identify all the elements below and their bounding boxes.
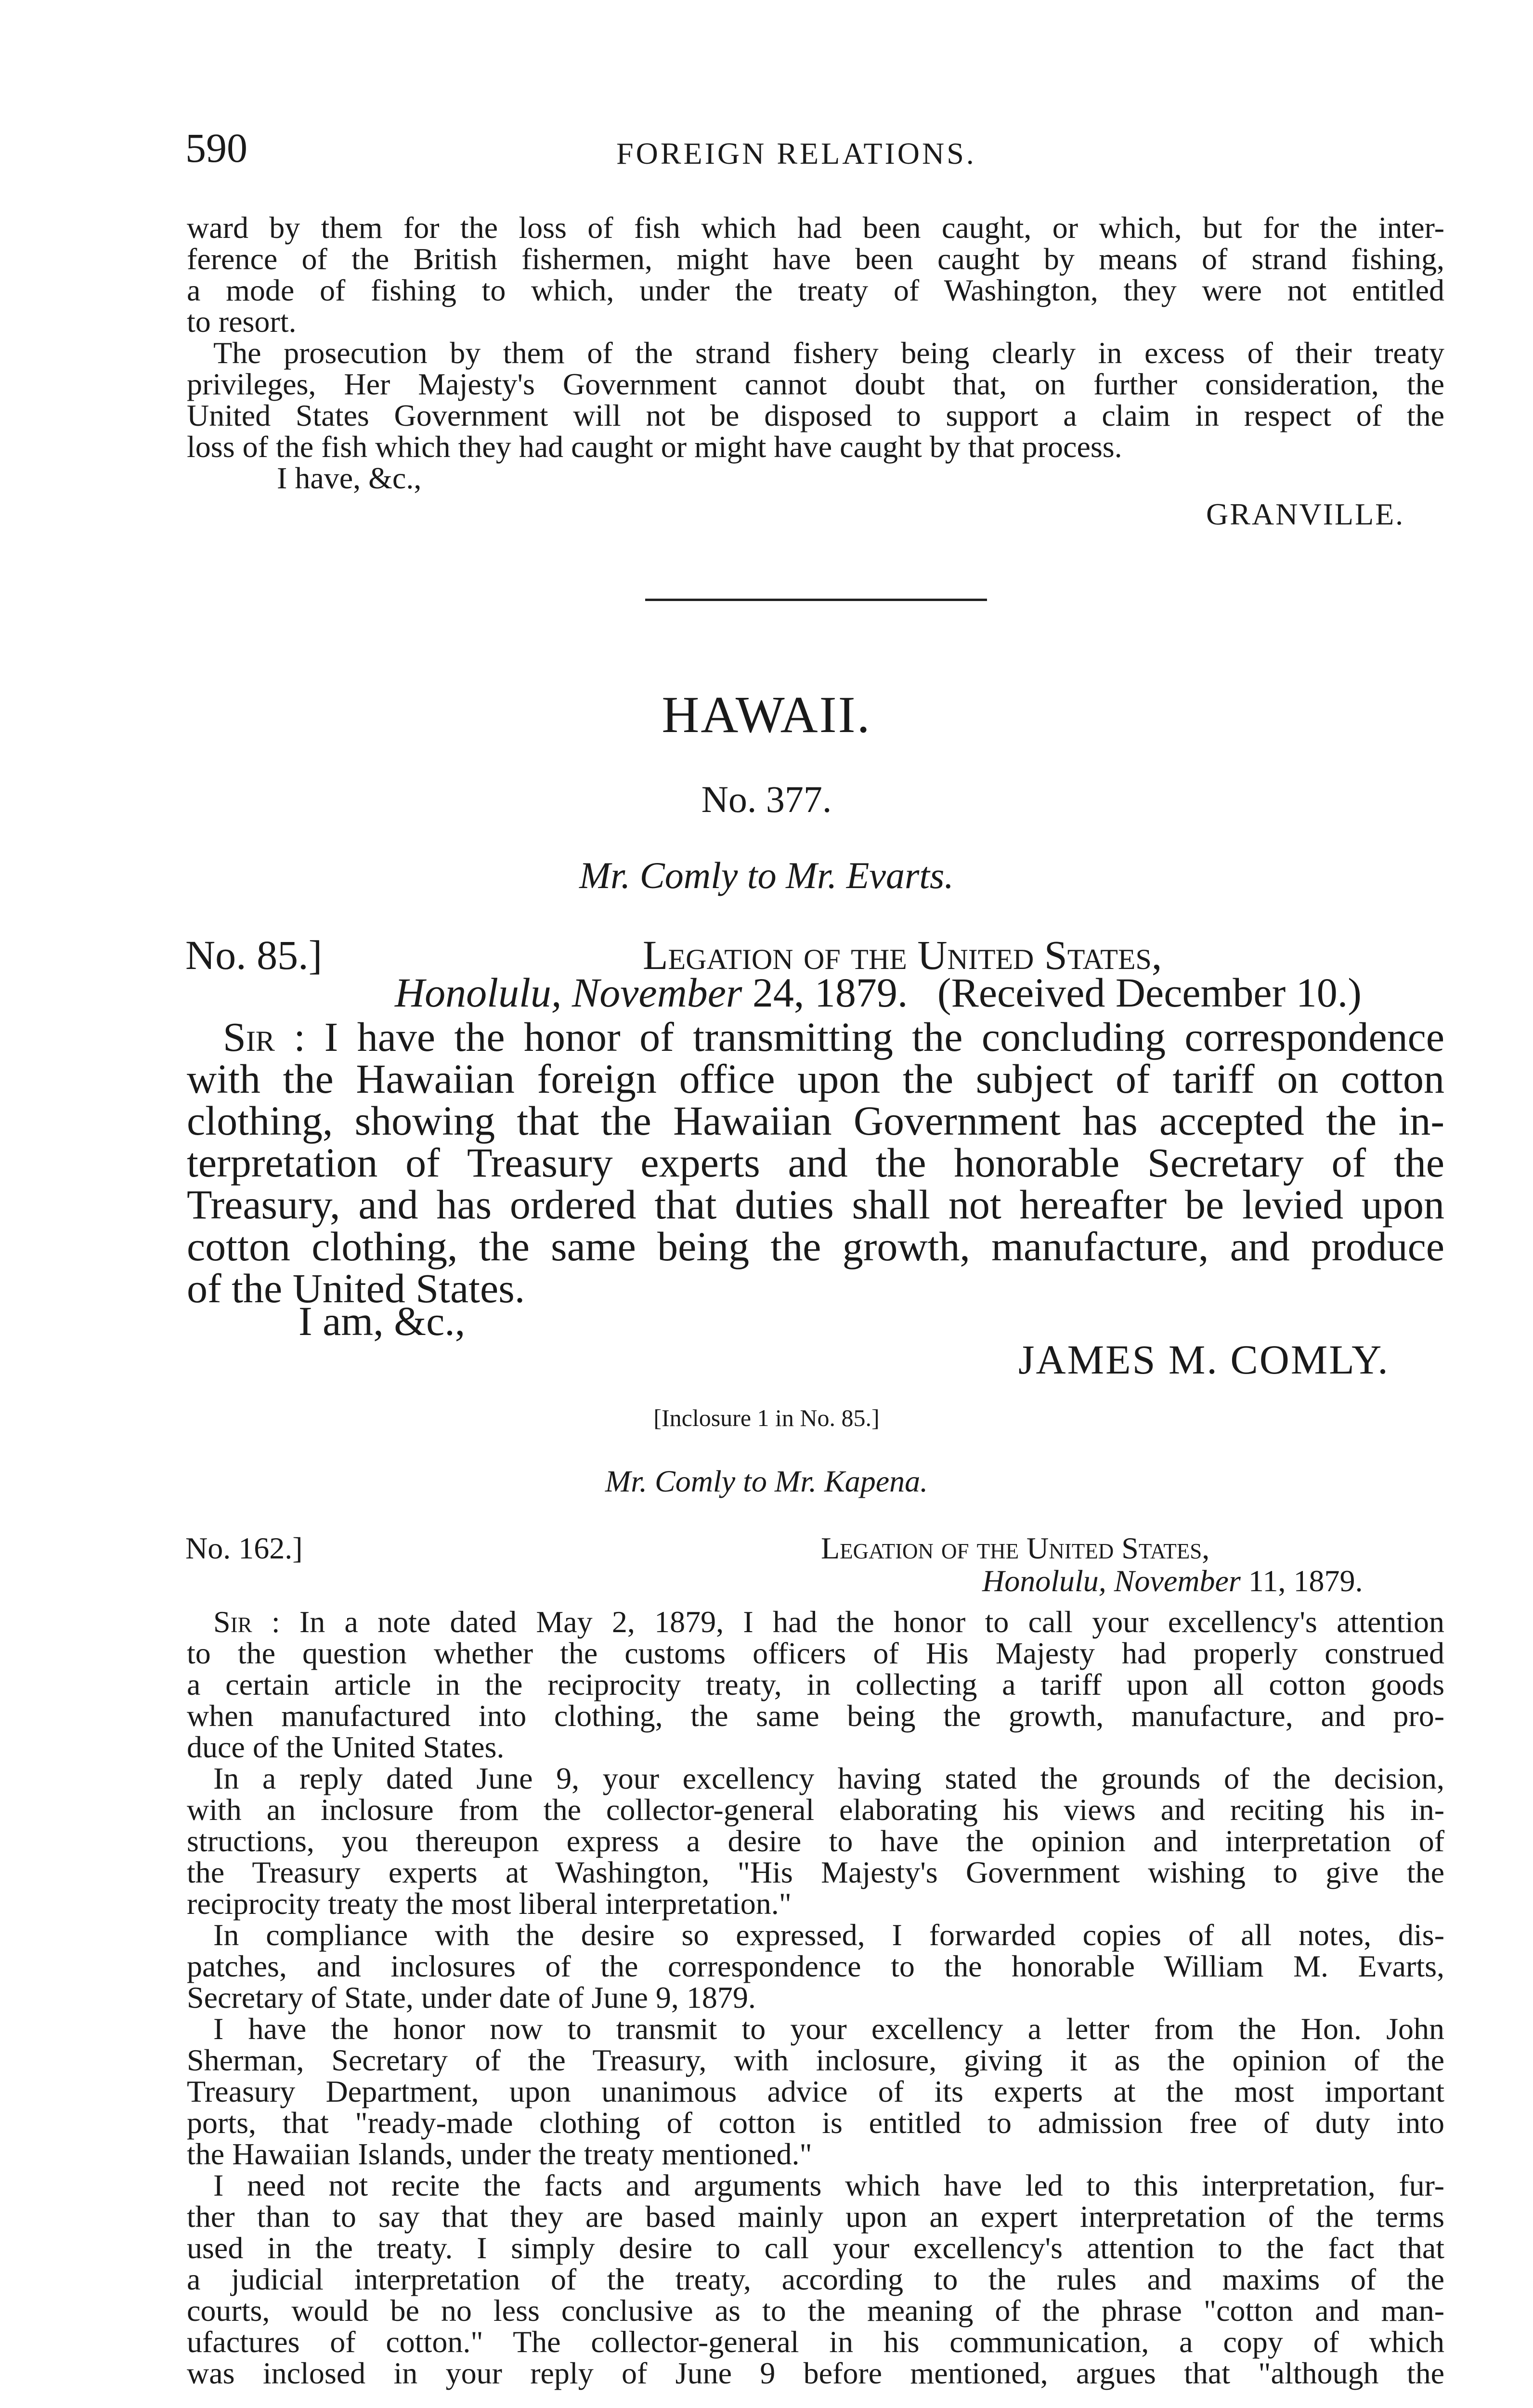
document-number: No. 377.: [701, 778, 832, 820]
text-line: duce of the United States.: [187, 1730, 505, 1764]
running-title: FOREIGN RELATIONS.: [616, 136, 976, 170]
document-heading: Mr. Comly to Mr. Evarts.: [579, 854, 954, 896]
text-line: I have the honor now to transmit to your excellency a letter from the Hon. John: [213, 2012, 1444, 2046]
text-line: with an inclosure from the collector-general elaborating his views and reciting his in-: [187, 1793, 1444, 1827]
text-line: I need not recite the facts and arguments which have led to this interpretation, fur-: [213, 2168, 1444, 2202]
text-line: ward by them for the loss of fish which had been caught, or which, but for the inter-: [187, 210, 1444, 245]
text-line: Sherman, Secretary of the Treasury, with inclosure, giving it as the opinion of the: [187, 2043, 1444, 2077]
received-note: (Received December 10.): [937, 969, 1362, 1016]
page-number: 590: [185, 125, 247, 171]
text-line: Sir : I have the honor of transmitting the concluding correspondence: [223, 1014, 1444, 1060]
place-date: Honolulu, November: [395, 969, 742, 1016]
inclosure-place-date: [982, 1565, 1363, 1597]
text-line: was inclosed in your reply of June 9 before mentioned, argues that "although the: [187, 2356, 1444, 2390]
text-line: In a reply dated June 9, your excellency having stated the grounds of the decision,: [213, 1761, 1444, 1795]
text-line: privileges, Her Majesty's Government cannot doubt that, on further consideration, the: [187, 367, 1444, 401]
prev-letter-paragraph-2: [187, 337, 1444, 462]
inclosure-number: No. 162.]: [185, 1531, 303, 1565]
text-line: a judicial interpretation of the treaty, according to the rules and maxims of the: [187, 2262, 1444, 2296]
inclosure-paragraph-1: [187, 1606, 1444, 1763]
text-line: a certain article in the reciprocity treaty, in collecting a tariff upon all cotton goods: [187, 1667, 1444, 1701]
text-line: with the Hawaiian foreign office upon the subject of tariff on cotton: [187, 1056, 1444, 1102]
inclosure-legation: Legation of the United States,: [821, 1531, 1210, 1565]
letter-body: [187, 1016, 1444, 1309]
legation-line: Legation of the United States,: [643, 932, 1162, 978]
prev-letter-paragraph-1: [187, 212, 1444, 337]
salutation: Sir :: [223, 1014, 306, 1060]
section-title: HAWAII.: [662, 686, 871, 744]
text-line: In compliance with the desire so expressed, I forwarded copies of all notes, dis-: [213, 1918, 1444, 1952]
text-line: ports, that "ready-made clothing of cotton is entitled to admission free of duty into: [187, 2106, 1444, 2140]
section-divider: [645, 599, 987, 601]
text-line: reciprocity treaty the most liberal interpretation.": [187, 1886, 792, 1921]
place-date: Honolulu, November: [982, 1564, 1241, 1598]
text-line: a mode of fishing to which, under the treaty of Washington, they were not entitled: [187, 273, 1444, 307]
inclosure-heading: Mr. Comly to Mr. Kapena.: [605, 1464, 928, 1498]
letter-closing: I am, &c.,: [299, 1298, 466, 1344]
inclosure-paragraph-3: [187, 1919, 1444, 2013]
text-line: Treasury, and has ordered that duties shall not hereafter be levied upon: [187, 1181, 1444, 1228]
inclosure-paragraph-5: [187, 2170, 1444, 2389]
text-line: Treasury Department, upon unanimous advice of its experts at the most important: [187, 2074, 1444, 2108]
place-date-line: [395, 969, 1362, 1016]
text-line: Secretary of State, under date of June 9, 1879.: [187, 1980, 756, 2015]
date-rest: 24, 1879.: [752, 969, 908, 1016]
text-line: The prosecution by them of the strand fishery being clearly in excess of their treaty: [213, 336, 1444, 370]
text-line: to the question whether the customs officers of His Majesty had properly construed: [187, 1636, 1444, 1670]
text-line: clothing, showing that the Hawaiian Government has accepted the in-: [187, 1098, 1444, 1144]
text-line: United States Government will not be disposed to support a claim in respect of the: [187, 398, 1444, 432]
text-line: ther than to say that they are based mainly upon an expert interpretation of the terms: [187, 2199, 1444, 2234]
letter-number: No. 85.]: [185, 932, 323, 978]
text-line: of the United States.: [187, 1265, 525, 1311]
inclosure-paragraph-4: [187, 2013, 1444, 2170]
text-line: cotton clothing, the same being the growth, manufacture, and produce: [187, 1223, 1444, 1269]
text-line: structions, you thereupon express a desire to have the opinion and interpretation of: [187, 1824, 1444, 1858]
text-line: ference of the British fishermen, might have been caught by means of strand fishing,: [187, 242, 1444, 276]
text-line: to resort.: [187, 304, 297, 339]
text-line: when manufactured into clothing, the same being the growth, manufacture, and pro-: [187, 1699, 1444, 1733]
inclosure-paragraph-2: [187, 1763, 1444, 1919]
text-line: Sir : In a note dated May 2, 1879, I had the honor to call your excellency's attention: [213, 1605, 1445, 1639]
text-line: the Treasury experts at Washington, "His Majesty's Government wishing to give the: [187, 1855, 1444, 1889]
date-rest: 11, 1879.: [1248, 1564, 1363, 1598]
inclosure-note: [Inclosure 1 in No. 85.]: [653, 1404, 880, 1431]
prev-letter-closing: I have, &c.,: [277, 461, 422, 495]
letter-signature: JAMES M. COMLY.: [1018, 1336, 1390, 1383]
text-line: patches, and inclosures of the correspondence to the honorable William M. Evarts,: [187, 1949, 1444, 1983]
salutation: Sir :: [213, 1605, 280, 1639]
text-line: the Hawaiian Islands, under the treaty mentioned.": [187, 2137, 812, 2171]
prev-letter-signature: GRANVILLE.: [1206, 497, 1405, 531]
text-line: courts, would be no less conclusive as to the meaning of the phrase "cotton and man-: [187, 2293, 1444, 2328]
text-line: loss of the fish which they had caught or might have caught by that process.: [187, 430, 1122, 464]
text-line: terpretation of Treasury experts and the honorable Secretary of the: [187, 1139, 1444, 1186]
text-line: ufactures of cotton." The collector-general in his communication, a copy of which: [187, 2325, 1444, 2359]
text-line: used in the treaty. I simply desire to call your excellency's attention to the fact that: [187, 2231, 1444, 2265]
